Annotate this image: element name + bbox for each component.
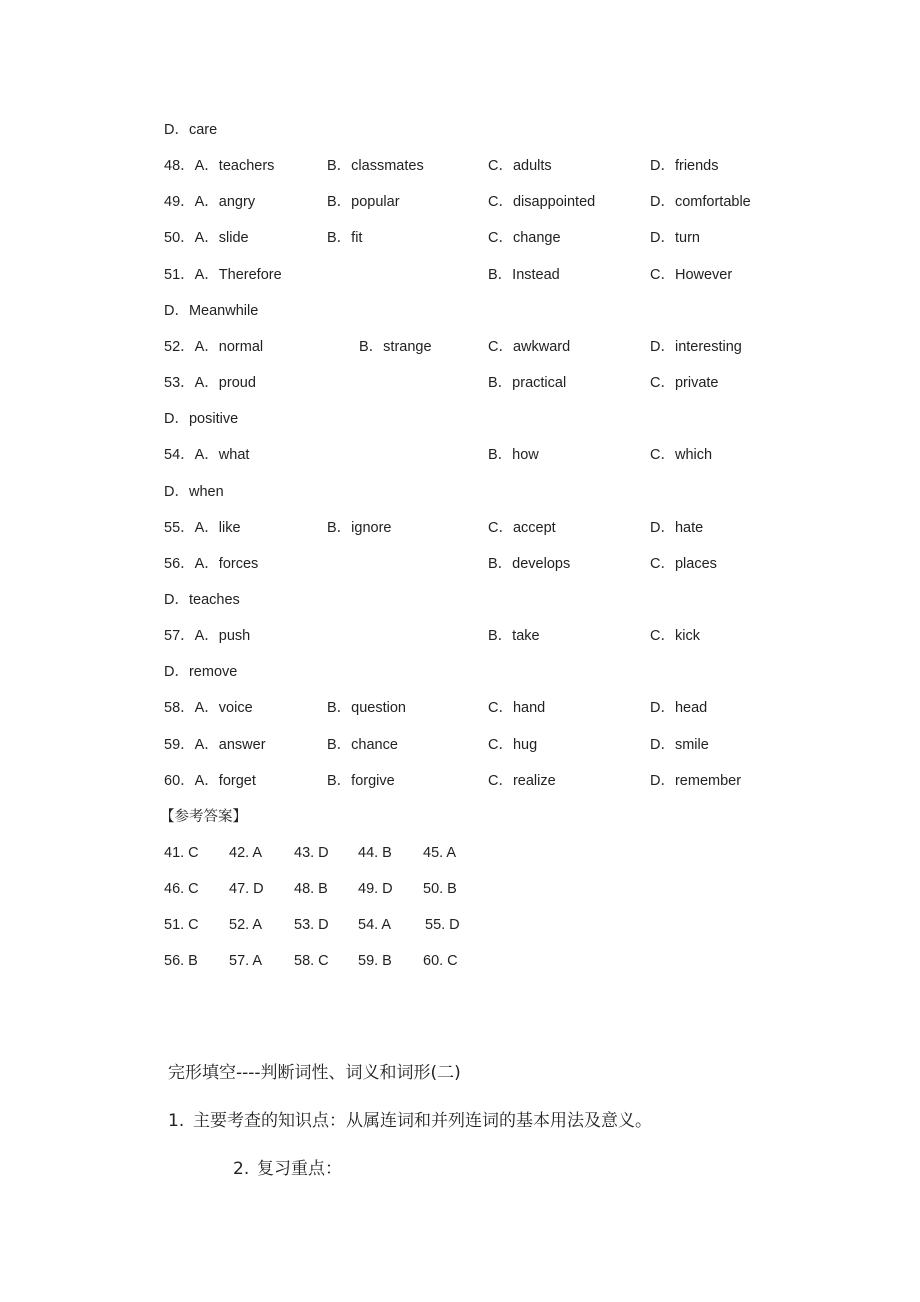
- option-text: 56．A．forces: [164, 555, 259, 572]
- answer-item: 44. B: [358, 845, 392, 861]
- option-text: 49．A．angry: [164, 194, 256, 211]
- answer-item: 51. C: [164, 917, 199, 934]
- option-text: C．places: [650, 555, 717, 572]
- option-text: 58．A．voice: [164, 700, 253, 717]
- item-2-text: 复习重点：: [257, 1159, 342, 1179]
- answer-row: [0, 879, 920, 899]
- option-line: [0, 554, 920, 574]
- option-text: 60．A．forget: [164, 772, 256, 789]
- option-line: [0, 735, 920, 755]
- option-text: D．comfortable: [650, 194, 751, 211]
- option-text: B．popular: [327, 194, 400, 211]
- option-text: C．accept: [488, 519, 556, 536]
- option-text: B．fit: [327, 230, 363, 247]
- answer-item: 45. A: [423, 845, 457, 861]
- option-text: B．strange: [359, 338, 432, 355]
- option-text: B．forgive: [327, 772, 395, 789]
- option-line: [0, 518, 920, 538]
- option-text: D．when: [164, 483, 224, 500]
- option-text: D．Meanwhile: [164, 302, 259, 319]
- option-line: [0, 590, 920, 610]
- answer-item: 42. A: [229, 845, 263, 861]
- option-line: [0, 301, 920, 321]
- option-line: [0, 156, 920, 176]
- option-text: C．realize: [488, 772, 556, 789]
- answer-item: 46. C: [164, 881, 199, 898]
- option-line: [0, 482, 920, 502]
- option-text: 50．A．slide: [164, 230, 249, 247]
- option-text: C．awkward: [488, 338, 571, 355]
- option-text: C．hug: [488, 736, 538, 753]
- option-text: B．chance: [327, 736, 398, 753]
- option-text: C．disappointed: [488, 194, 596, 211]
- option-text: D．head: [650, 700, 708, 717]
- option-text: B．develops: [488, 555, 571, 572]
- option-text: D．teaches: [164, 591, 240, 608]
- answer-item: 48. B: [294, 881, 328, 898]
- option-text: 48．A．teachers: [164, 158, 275, 175]
- answer-row: [0, 843, 920, 863]
- item-1-text: 主要考查的知识点：从属连词和并列连词的基本用法及意义。: [193, 1111, 652, 1131]
- option-text: D．remember: [650, 772, 742, 789]
- option-text: 59．A．answer: [164, 736, 266, 753]
- option-line: [0, 228, 920, 248]
- option-text: 53．A．proud: [164, 375, 256, 392]
- answer-item: 60. C: [423, 953, 458, 970]
- option-text: B．question: [327, 700, 406, 717]
- option-text: B．ignore: [327, 519, 392, 536]
- option-text: B．classmates: [327, 158, 424, 175]
- option-text: 55．A．like: [164, 519, 241, 536]
- option-text: D．smile: [650, 736, 709, 753]
- answer-item: 56. B: [164, 953, 198, 970]
- option-text: B．Instead: [488, 266, 560, 283]
- option-line: [0, 265, 920, 285]
- option-text: B．practical: [488, 375, 567, 392]
- option-text: 54．A．what: [164, 447, 250, 464]
- option-line: [0, 409, 920, 429]
- option-text: C．private: [650, 375, 719, 392]
- answer-item: 57. A: [229, 953, 263, 970]
- option-text: B．take: [488, 628, 540, 645]
- answer-item: 54. A: [358, 917, 392, 934]
- answer-item: 55. D: [425, 917, 460, 934]
- answer-row: [0, 951, 920, 971]
- option-line: [0, 373, 920, 393]
- answer-item: 53. D: [294, 917, 329, 934]
- item-1-number: 1.: [168, 1111, 185, 1131]
- option-text: C．change: [488, 230, 561, 247]
- option-text: D．care: [164, 122, 218, 138]
- option-text: D．turn: [650, 230, 700, 247]
- option-line: [0, 192, 920, 212]
- option-text: B．how: [488, 447, 539, 464]
- answer-item: 41. C: [164, 845, 199, 861]
- answer-row: [0, 915, 920, 935]
- option-text: 51．A．Therefore: [164, 266, 282, 283]
- option-text: D．interesting: [650, 338, 742, 355]
- answer-item: 52. A: [229, 917, 263, 934]
- option-line: [0, 337, 920, 357]
- option-text: C．adults: [488, 158, 552, 175]
- option-text: C．which: [650, 447, 713, 464]
- option-line: [0, 120, 920, 140]
- option-line: [0, 662, 920, 682]
- answer-item: 58. C: [294, 953, 329, 970]
- answer-item: 50. B: [423, 881, 457, 898]
- option-line: [0, 698, 920, 718]
- answer-item: 43. D: [294, 845, 329, 861]
- answer-item: 47. D: [229, 881, 264, 898]
- option-text: D．friends: [650, 158, 719, 175]
- section-title: 完形填空----判断词性、词义和词形(二): [168, 1063, 461, 1083]
- option-text: C．However: [650, 266, 733, 283]
- option-text: 52．A．normal: [164, 338, 264, 355]
- option-text: C．kick: [650, 628, 700, 645]
- option-text: D．hate: [650, 519, 704, 536]
- option-text: C．hand: [488, 700, 546, 717]
- option-text: D．remove: [164, 664, 238, 681]
- option-line: [0, 626, 920, 646]
- option-text: D．positive: [164, 411, 239, 428]
- answer-item: 49. D: [358, 881, 393, 898]
- answers-heading-text: 【参考答案】: [160, 809, 247, 825]
- option-line: [0, 771, 920, 791]
- option-line: [0, 445, 920, 465]
- answer-item: 59. B: [358, 953, 392, 970]
- answers-heading: [0, 807, 920, 827]
- option-text: 57．A．push: [164, 628, 251, 645]
- item-2-number: 2.: [233, 1159, 250, 1179]
